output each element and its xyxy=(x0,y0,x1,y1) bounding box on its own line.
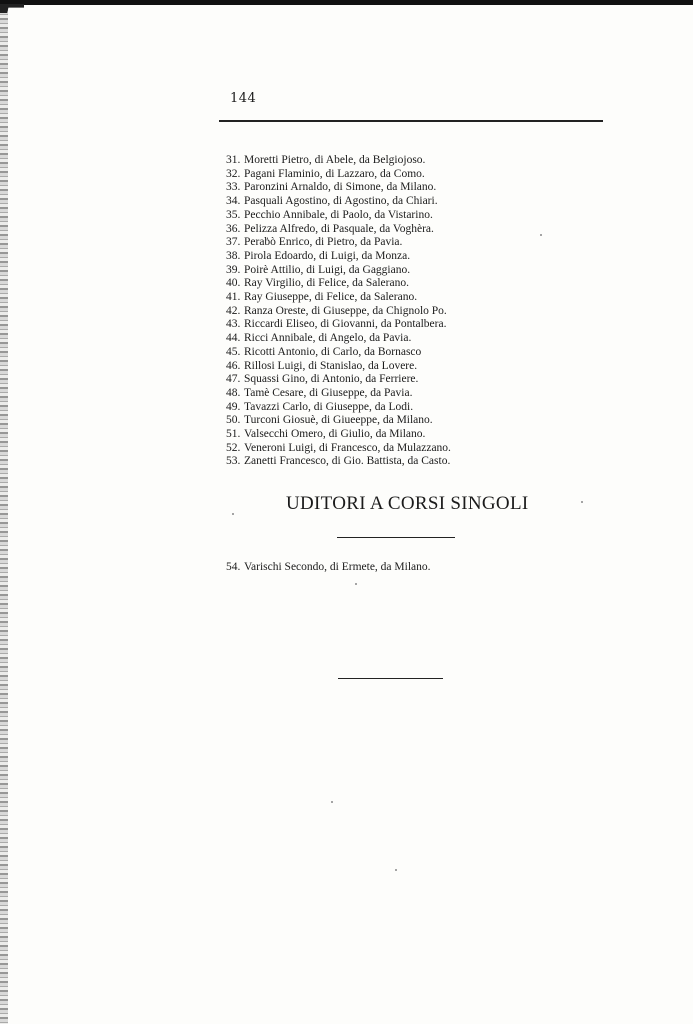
list-item xyxy=(226,561,431,573)
entry-text: Moretti Pietro, di Abele, da Belgiojoso. xyxy=(244,154,426,166)
scan-speck xyxy=(355,583,357,585)
list-item xyxy=(226,291,451,305)
list-item xyxy=(226,318,451,332)
list-item xyxy=(226,305,451,319)
page-number: 144 xyxy=(230,91,257,106)
entry-text: Rillosi Luigi, di Stanislao, da Lovere. xyxy=(244,359,418,372)
list-item xyxy=(226,346,451,360)
scan-speck xyxy=(581,501,583,503)
entry-number: 44. xyxy=(226,332,241,345)
entry-text: Ricci Annibale, di Angelo, da Pavia. xyxy=(244,332,412,345)
list-item xyxy=(226,223,451,237)
entry-number: 36. xyxy=(226,222,241,235)
list-item xyxy=(226,168,451,182)
list-item xyxy=(226,236,451,250)
entry-text: Paronzini Arnaldo, di Simone, da Milano. xyxy=(244,181,437,194)
entry-text: Squassi Gino, di Antonio, da Ferriere. xyxy=(244,373,419,386)
entry-number: 52. xyxy=(226,441,241,454)
entry-number: 50. xyxy=(226,414,241,427)
entry-text: Veneroni Luigi, di Francesco, da Mulazzano. xyxy=(244,441,451,454)
entry-text: Tamè Cesare, di Giuseppe, da Pavia. xyxy=(244,386,413,399)
list-item xyxy=(226,387,451,401)
entry-text: Pasquali Agostino, di Agostino, da Chiari. xyxy=(244,195,438,208)
scan-speck xyxy=(395,869,397,871)
list-item xyxy=(226,250,451,264)
entry-text: Ranza Oreste, di Giuseppe, da Chignolo Po. xyxy=(244,304,447,317)
section-rule xyxy=(337,537,455,538)
entry-number: 34. xyxy=(226,195,241,208)
entry-number: 46. xyxy=(226,359,241,372)
entry-number: 43. xyxy=(226,318,241,331)
scan-corner-mark xyxy=(0,4,24,13)
list-item xyxy=(226,455,451,469)
entry-text: Poirè Attilio, di Luigi, da Gaggiano. xyxy=(244,263,411,276)
scan-edge xyxy=(0,0,8,1024)
students-list xyxy=(226,154,451,469)
entry-text: Pagani Flaminio, di Lazzaro, da Como. xyxy=(244,167,425,180)
list-item xyxy=(226,414,451,428)
entry-number: 37. xyxy=(226,236,241,249)
closing-rule xyxy=(338,678,443,679)
list-item xyxy=(226,360,451,374)
entry-number: 42. xyxy=(226,304,241,317)
scan-top-border xyxy=(0,0,693,5)
entry-text: Ray Giuseppe, di Felice, da Salerano. xyxy=(244,291,418,304)
entry-number: 53. xyxy=(226,455,241,468)
entry-text: Riccardi Eliseo, di Giovanni, da Pontalbera. xyxy=(244,318,447,331)
list-item xyxy=(226,442,451,456)
entry-text: Pirola Edoardo, di Luigi, da Monza. xyxy=(244,249,411,262)
list-item xyxy=(226,277,451,291)
section-heading: UDITORI A CORSI SINGOLI xyxy=(286,493,529,514)
entry-number: 33. xyxy=(226,181,241,194)
entry-number: 38. xyxy=(226,249,241,262)
list-item xyxy=(226,264,451,278)
entry-number: 35. xyxy=(226,208,241,221)
list-item xyxy=(226,195,451,209)
entry-number: 49. xyxy=(226,400,241,413)
entry-text: Ray Virgilio, di Felice, da Salerano. xyxy=(244,277,409,290)
entry-text: Pecchio Annibale, di Paolo, da Vistarino. xyxy=(244,208,433,221)
entry-text: Peraḃò Enrico, di Pietro, da Pavia. xyxy=(244,236,403,249)
header-rule xyxy=(219,120,603,122)
scan-speck xyxy=(331,801,333,803)
entry-number: 31. xyxy=(226,154,241,166)
entry-number: 54. xyxy=(226,561,241,573)
entry-number: 48. xyxy=(226,386,241,399)
entry-text: Tavazzi Carlo, di Giuseppe, da Lodi. xyxy=(244,400,414,413)
list-item xyxy=(226,332,451,346)
scan-speck xyxy=(540,234,542,236)
scan-speck xyxy=(232,513,234,515)
entry-number: 47. xyxy=(226,373,241,386)
entry-text: Zanetti Francesco, di Gio. Battista, da Casto. xyxy=(244,455,451,468)
entry-text: Turconi Giosuè, di Giueeppe, da Milano. xyxy=(244,414,433,427)
list-item xyxy=(226,209,451,223)
entry-text: Pelizza Alfredo, di Pasquale, da Voghèra. xyxy=(244,222,434,235)
entry-number: 41. xyxy=(226,291,241,304)
entry-text: Ricotti Antonio, di Carlo, da Bornasco xyxy=(244,345,422,358)
entry-text: Varischi Secondo, di Ermete, da Milano. xyxy=(244,561,431,573)
list-item xyxy=(226,154,451,168)
entry-number: 39. xyxy=(226,263,241,276)
entry-text: Valsecchi Omero, di Giulio, da Milano. xyxy=(244,428,426,441)
entry-number: 32. xyxy=(226,167,241,180)
list-item xyxy=(226,373,451,387)
entry-number: 51. xyxy=(226,428,241,441)
entry-number: 45. xyxy=(226,345,241,358)
list-item xyxy=(226,181,451,195)
list-item xyxy=(226,428,451,442)
list-item xyxy=(226,401,451,415)
entry-number: 40. xyxy=(226,277,241,290)
